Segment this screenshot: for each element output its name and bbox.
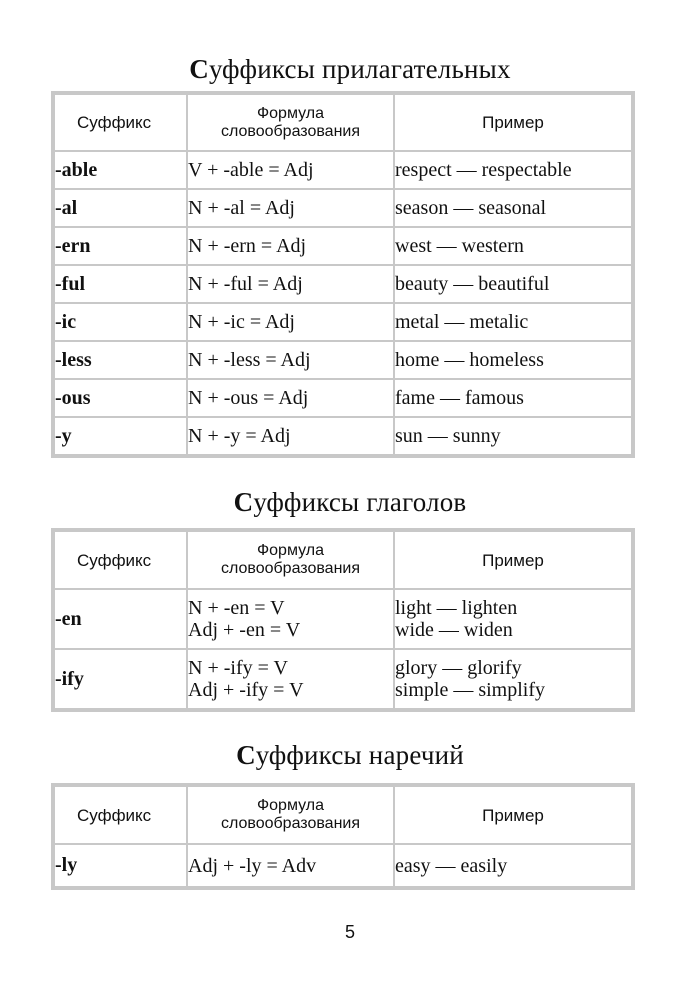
example-cell: beauty — beautiful bbox=[394, 265, 632, 303]
table-row bbox=[54, 649, 632, 709]
example-line: wide — widen bbox=[395, 619, 513, 641]
suffix-cell: -ly bbox=[54, 844, 187, 887]
suffix-cell: -able bbox=[54, 151, 187, 189]
title-initial: С bbox=[233, 487, 254, 517]
formula-cell: Adj + -ly = Adv bbox=[187, 844, 394, 887]
header-suffix: Суффикс bbox=[54, 94, 187, 151]
header-formula-line1: Формула bbox=[256, 797, 325, 814]
formula-cell: N + -ful = Adj bbox=[187, 265, 394, 303]
verb-suffixes-table bbox=[51, 528, 635, 712]
table-row bbox=[54, 303, 632, 341]
table-header-row bbox=[54, 94, 632, 151]
adjective-suffixes-title bbox=[0, 54, 700, 85]
formula-line: N + -ify = V bbox=[188, 657, 288, 679]
adverb-suffixes-title bbox=[0, 740, 700, 771]
header-suffix: Суффикс bbox=[54, 531, 187, 589]
header-formula bbox=[187, 531, 394, 589]
example-cell: easy — easily bbox=[394, 844, 632, 887]
example-cell: season — seasonal bbox=[394, 189, 632, 227]
header-formula bbox=[187, 786, 394, 844]
suffix-cell: -ify bbox=[54, 649, 187, 709]
formula-cell: V + -able = Adj bbox=[187, 151, 394, 189]
title-initial: С bbox=[189, 54, 209, 84]
title-rest: уффиксы прилагательных bbox=[208, 54, 511, 84]
formula-cell bbox=[187, 649, 394, 709]
formula-line: N + -en = V bbox=[188, 597, 285, 619]
suffix-cell: -ic bbox=[54, 303, 187, 341]
table-header-row bbox=[54, 786, 632, 844]
formula-cell: N + -y = Adj bbox=[187, 417, 394, 455]
suffix-cell: -y bbox=[54, 417, 187, 455]
header-example: Пример bbox=[394, 531, 632, 589]
example-line: light — lighten bbox=[395, 597, 518, 619]
example-line: glory — glorify bbox=[395, 657, 522, 679]
header-formula-line1: Формула bbox=[256, 542, 325, 559]
suffix-cell: -less bbox=[54, 341, 187, 379]
formula-cell: N + -ic = Adj bbox=[187, 303, 394, 341]
header-suffix: Суффикс bbox=[54, 786, 187, 844]
title-rest: уффиксы глаголов bbox=[253, 487, 467, 517]
header-formula-line2: словообразования bbox=[220, 122, 361, 140]
formula-line: Adj + -ify = V bbox=[188, 679, 304, 701]
table-row bbox=[54, 265, 632, 303]
verb-suffixes-title bbox=[0, 487, 700, 518]
header-formula-line2: словообразования bbox=[220, 560, 361, 577]
example-cell bbox=[394, 649, 632, 709]
adverb-suffixes-table bbox=[51, 783, 635, 890]
example-cell: fame — famous bbox=[394, 379, 632, 417]
header-formula-line2: словообразования bbox=[220, 815, 361, 832]
adjective-suffixes-table bbox=[51, 91, 635, 458]
suffix-cell: -en bbox=[54, 589, 187, 649]
formula-cell: N + -ern = Adj bbox=[187, 227, 394, 265]
header-example: Пример bbox=[394, 94, 632, 151]
table-row bbox=[54, 189, 632, 227]
title-initial: С bbox=[236, 740, 256, 770]
formula-cell: N + -less = Adj bbox=[187, 341, 394, 379]
table-row bbox=[54, 151, 632, 189]
table-header-row bbox=[54, 531, 632, 589]
header-example: Пример bbox=[394, 786, 632, 844]
formula-line: Adj + -en = V bbox=[188, 619, 301, 641]
table-row bbox=[54, 227, 632, 265]
formula-cell: N + -ous = Adj bbox=[187, 379, 394, 417]
example-cell: sun — sunny bbox=[394, 417, 632, 455]
table-row bbox=[54, 589, 632, 649]
example-line: simple — simplify bbox=[395, 679, 545, 701]
header-formula bbox=[187, 94, 394, 151]
example-cell: west — western bbox=[394, 227, 632, 265]
table-row bbox=[54, 379, 632, 417]
formula-cell bbox=[187, 589, 394, 649]
suffix-cell: -ous bbox=[54, 379, 187, 417]
table-row bbox=[54, 844, 632, 887]
table-row bbox=[54, 341, 632, 379]
suffix-cell: -ern bbox=[54, 227, 187, 265]
example-cell: metal — metalic bbox=[394, 303, 632, 341]
page-number: 5 bbox=[344, 922, 355, 942]
table-row bbox=[54, 417, 632, 455]
formula-cell: N + -al = Adj bbox=[187, 189, 394, 227]
header-formula-line1: Формула bbox=[256, 104, 325, 122]
example-cell: home — homeless bbox=[394, 341, 632, 379]
example-cell: respect — respectable bbox=[394, 151, 632, 189]
suffix-cell: -al bbox=[54, 189, 187, 227]
example-cell bbox=[394, 589, 632, 649]
suffix-cell: -ful bbox=[54, 265, 187, 303]
title-rest: уффиксы наречий bbox=[255, 740, 464, 770]
